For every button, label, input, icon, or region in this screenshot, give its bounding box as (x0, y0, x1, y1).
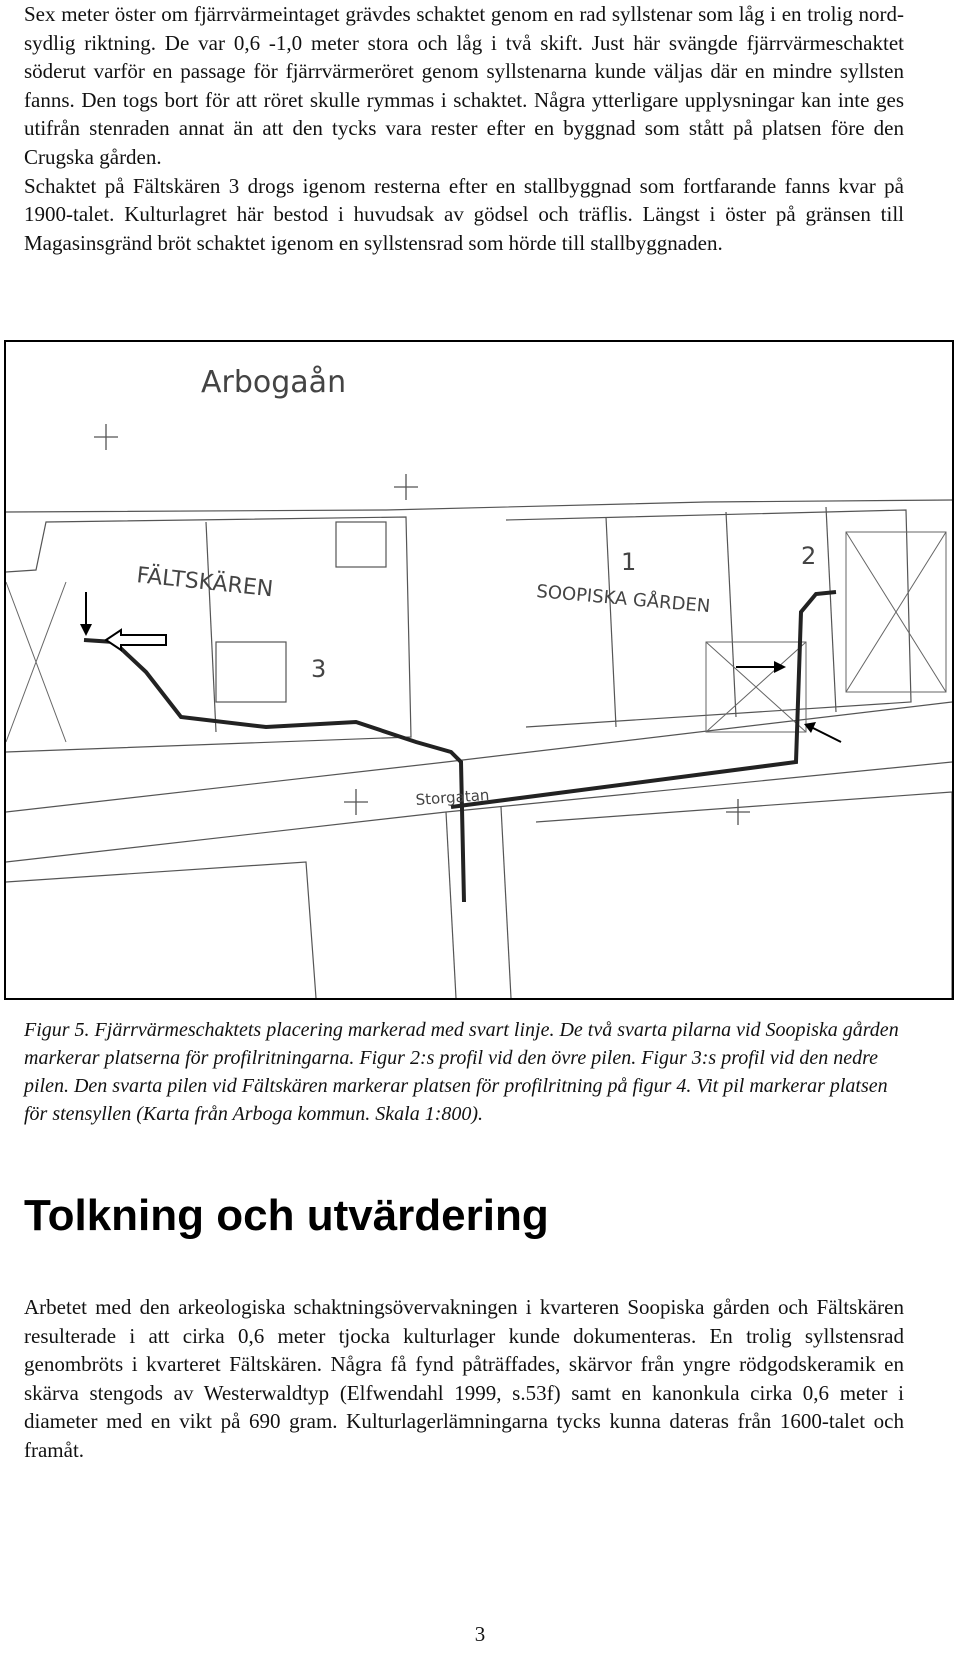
map-label-river: Arbogaån (201, 365, 347, 400)
black-arrow-lower-profile (804, 722, 841, 742)
map-label-parcel-3: 3 (311, 655, 327, 683)
survey-cross (726, 799, 750, 825)
small-building (216, 642, 286, 702)
section-body (24, 1293, 904, 1465)
street-edge-south (6, 762, 952, 862)
survey-cross (344, 789, 368, 815)
map-figure (4, 340, 954, 1000)
black-arrow-faltskaren (80, 592, 92, 636)
map-drawing (6, 342, 952, 998)
plot-line (606, 517, 616, 727)
page-number: 3 (474, 1622, 486, 1646)
section-heading: Tolkning och utvärdering (24, 1191, 549, 1240)
south-building-west (6, 862, 316, 998)
block-east-outline (506, 510, 911, 727)
survey-cross (94, 424, 118, 450)
white-arrow-stone-sill (106, 630, 166, 650)
map-label-parcel-2: 2 (801, 542, 817, 570)
demolished-building-west (6, 582, 66, 742)
small-building (336, 522, 386, 567)
south-building-east (536, 792, 952, 998)
map-label-faltskaren: FÄLTSKÄREN (135, 563, 275, 603)
plot-line (726, 512, 736, 717)
lane-edge-east (501, 807, 511, 998)
river-bank-line (6, 500, 952, 512)
intro-paragraph-1: Sex meter öster om fjärrvärmeintaget grävdes schaktet genom en rad syllstenar som låg i en trolig nord-sydlig riktning. De var 0,6 -1,0 meter stora och låg i två skift. Just här svängde fjärrvärmeschaktet söderut varför en passage för fjärrvärmeröret genom syllstenarna kunde väljas där en mindre syllsten fanns. Den togs bort för att röret skulle rymmas i schaktet. Några ytterligare upplysningar kan inte ges utifrån stenraden annat än att den tycks vara rester efter en byggnad som stått på platsen före den Crugska gården. (24, 2, 904, 169)
map-label-soopiska: SOOPISKA GÅRDEN (535, 581, 712, 618)
figure-caption: Figur 5. Fjärrvärmeschaktets placering markerad med svart linje. De två svarta pilarna vid Soopiska gården markerar platserna för profilritningarna. Figur 2:s profil vid den övre pilen. Figur 3:s profil vid den nedre pilen. Den svarta pilen vid Fältskären markerar platsen för profilritning på figur 4. Vit pil markerar platsen för stensyllen (Karta från Arboga kommun. Skala 1:800). (24, 1019, 899, 1125)
block-west-outline (6, 517, 411, 752)
survey-cross (394, 474, 418, 500)
plot-line (826, 507, 836, 712)
intro-text (24, 0, 904, 257)
trench-line-east (451, 592, 836, 807)
intro-paragraph-2: Schaktet på Fältskären 3 drogs igenom resterna efter en stallbyggnad som fortfarande fanns kvar på 1900-talet. Kulturlagret här bestod i huvudsak av gödsel och träflis. Längst i öster på gränsen till Magasinsgränd bröt schaktet igenom en syllstensrad som hörde till stallbyggnaden. (24, 173, 904, 255)
section-paragraph: Arbetet med den arkeologiska schaktningsövervakningen i kvarteren Soopiska gården och Fältskären resulterade i att cirka 0,6 meter tjocka kulturlager kunde dokumenteras. En trolig syllstensrad genombröts i kvarteret Fältskären. Några få fynd påträffades, skärvor från yngre rödgodskeramik en skärva stengods av Westerwaldtyp (Elfwendahl 1999, s.53f) samt en kanonkula cirka 0,6 meter i diameter med en vikt på 690 gram. Kulturlagerlämningarna tycks kunna dateras från 1600-talet och framåt. (24, 1295, 904, 1462)
black-arrow-upper-profile (736, 661, 786, 673)
plot-line (206, 522, 216, 732)
trench-line-west (84, 640, 464, 902)
map-label-parcel-1: 1 (621, 548, 637, 576)
map-label-street: Storgatan (415, 785, 490, 809)
lane-edge-west (446, 812, 456, 998)
